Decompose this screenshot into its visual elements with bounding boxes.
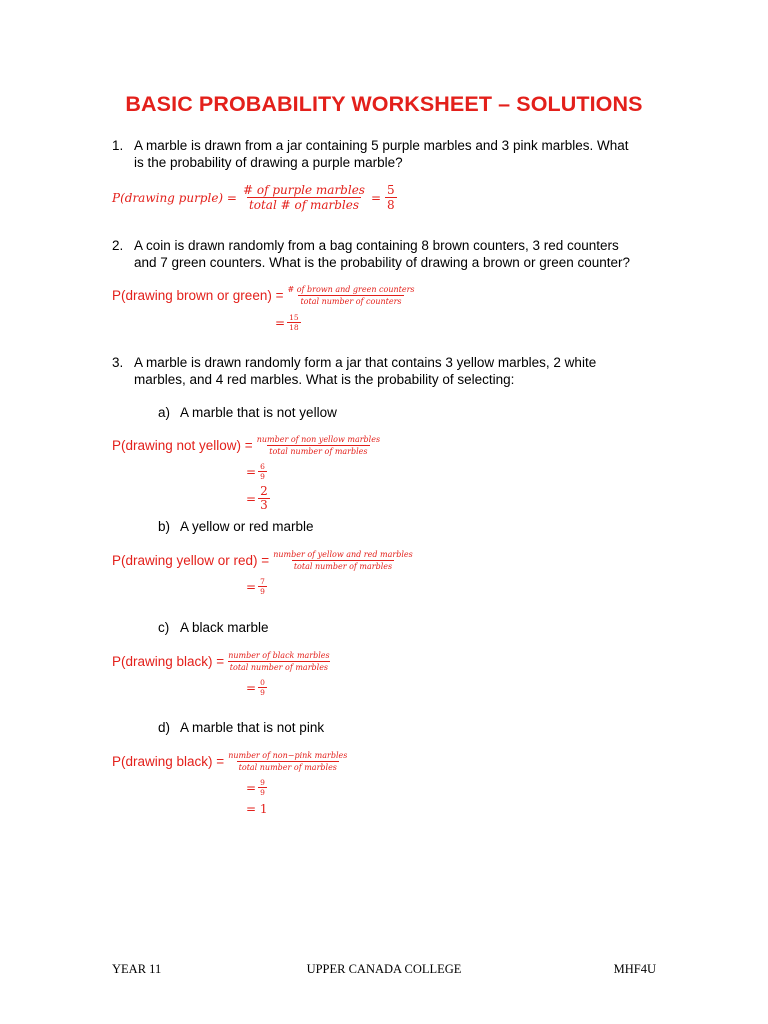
equals-sign: = xyxy=(275,315,286,330)
denominator: 9 xyxy=(260,788,265,797)
numerator: number of black marbles xyxy=(228,651,330,660)
denominator: 9 xyxy=(260,472,265,481)
numerator: 15 xyxy=(289,313,299,322)
q3a-solution xyxy=(112,434,382,457)
denominator: total number of marbles xyxy=(238,763,337,772)
numerator: 2 xyxy=(260,484,268,498)
equals-sign: = xyxy=(246,579,257,594)
page-title: BASIC PROBABILITY WORKSHEET – SOLUTIONS xyxy=(125,92,643,116)
question-number: 2. xyxy=(112,238,124,253)
question-number: 1. xyxy=(112,138,124,153)
sub-question-label: b) xyxy=(158,519,171,534)
probability-lhs: P(drawing black) = xyxy=(112,654,225,669)
denominator: total # of marbles xyxy=(248,198,360,212)
footer-right: MHF4U xyxy=(613,962,656,976)
denominator: 8 xyxy=(387,198,395,212)
sub-question-label: d) xyxy=(158,720,171,735)
equals-sign: = xyxy=(246,780,257,795)
numerator: 5 xyxy=(387,183,395,197)
q3d-step-1 xyxy=(246,778,267,797)
answer-fraction xyxy=(385,183,397,212)
step-fraction xyxy=(258,485,270,512)
denominator: total number of counters xyxy=(300,297,402,306)
q3d-solution xyxy=(112,750,349,773)
question-2 xyxy=(112,237,630,271)
question-text-line: marbles, and 4 red marbles. What is the probability of selecting: xyxy=(134,372,515,387)
denominator: total number of marbles xyxy=(229,663,329,672)
question-text-line: A coin is drawn randomly from a bag containing 8 brown counters, 3 red counters xyxy=(134,238,619,253)
equals-sign: = xyxy=(246,680,257,695)
probability-lhs: P(drawing purple) = xyxy=(112,190,237,205)
numerator: # of purple marbles xyxy=(242,183,365,197)
question-text-line: A marble is drawn from a jar containing 5 purple marbles and 3 pink marbles. What xyxy=(134,138,629,153)
numerator: 6 xyxy=(260,462,265,471)
denominator: 9 xyxy=(260,688,265,697)
q3d-step-2: = 1 xyxy=(246,802,268,816)
numerator: 7 xyxy=(260,577,265,586)
q2-solution xyxy=(112,284,417,307)
numerator: number of non−pink marbles xyxy=(228,751,348,760)
fraction xyxy=(226,750,349,773)
denominator: 18 xyxy=(289,323,299,332)
denominator: total number of marbles xyxy=(293,562,393,571)
q3b-solution xyxy=(112,549,415,572)
q1-solution xyxy=(112,183,397,212)
sub-question-label: a) xyxy=(158,405,171,420)
q3a-step-2 xyxy=(246,485,270,512)
step-fraction xyxy=(258,778,267,797)
question-3 xyxy=(112,354,596,388)
question-text-line: A marble is drawn randomly form a jar that contains 3 yellow marbles, 2 white xyxy=(134,355,597,370)
q3c-step-1 xyxy=(246,678,267,697)
step-fraction xyxy=(258,577,267,596)
answer-fraction xyxy=(287,313,301,332)
sub-question-c xyxy=(158,619,269,636)
question-number: 3. xyxy=(112,355,124,370)
question-text-line: is the probability of drawing a purple marble? xyxy=(134,155,403,170)
question-1 xyxy=(112,137,628,171)
denominator: 9 xyxy=(260,587,265,596)
sub-question-text: A marble that is not yellow xyxy=(180,405,337,420)
numerator: 0 xyxy=(260,678,265,687)
step-fraction xyxy=(258,462,267,481)
probability-lhs: P(drawing brown or green) = xyxy=(112,288,284,303)
q2-answer xyxy=(275,313,301,332)
fraction xyxy=(255,434,382,457)
fraction xyxy=(241,183,367,212)
sub-question-label: c) xyxy=(158,620,170,635)
fraction xyxy=(271,549,415,572)
denominator: total number of marbles xyxy=(269,447,368,456)
equals-sign: = xyxy=(246,491,257,506)
sub-question-text: A marble that is not pink xyxy=(180,720,325,735)
sub-question-b xyxy=(158,518,314,535)
numerator: number of yellow and red marbles xyxy=(273,550,413,559)
q3b-step-1 xyxy=(246,577,267,596)
sub-question-text: A black marble xyxy=(180,620,269,635)
footer-left: YEAR 11 xyxy=(112,962,162,976)
numerator: number of non yellow marbles xyxy=(256,435,381,444)
footer-center: UPPER CANADA COLLEGE xyxy=(306,962,462,976)
q3c-solution xyxy=(112,650,332,673)
equals-sign: = xyxy=(246,464,257,479)
probability-lhs: P(drawing yellow or red) = xyxy=(112,553,270,568)
fraction xyxy=(226,650,331,673)
sub-question-d xyxy=(158,719,324,736)
probability-lhs: P(drawing black) = xyxy=(112,754,225,769)
denominator: 3 xyxy=(260,498,268,512)
probability-lhs: P(drawing not yellow) = xyxy=(112,438,253,453)
numerator: 9 xyxy=(260,778,265,787)
fraction xyxy=(285,284,416,307)
equals-sign: = xyxy=(370,190,382,205)
numerator: # of brown and green counters xyxy=(287,285,415,294)
question-text-line: and 7 green counters. What is the probability of drawing a brown or green counter? xyxy=(134,255,631,270)
step-fraction xyxy=(258,678,267,697)
sub-question-text: A yellow or red marble xyxy=(180,519,314,534)
sub-question-a xyxy=(158,404,337,421)
q3a-step-1 xyxy=(246,462,267,481)
